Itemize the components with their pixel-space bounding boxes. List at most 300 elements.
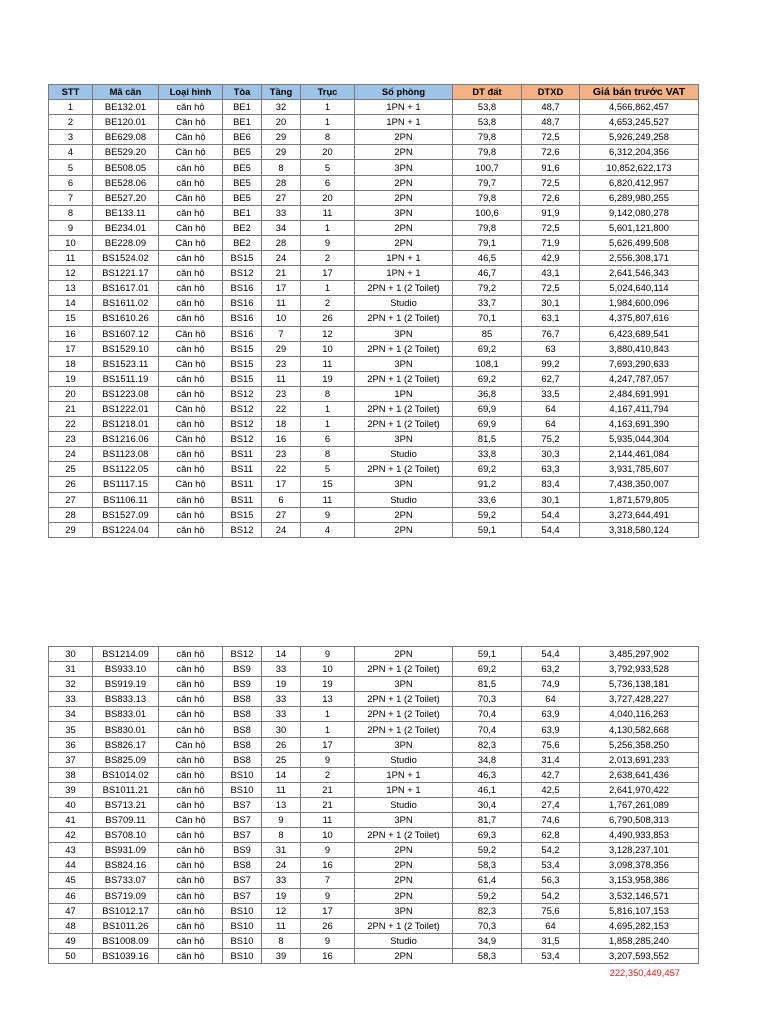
- cell-loai-hinh: căn hộ: [159, 492, 223, 507]
- cell-loai-hinh: Căn hộ: [159, 190, 223, 205]
- cell-truc: 11: [301, 205, 355, 220]
- cell-gia-ban: 1,767,261,089: [580, 797, 699, 812]
- cell-toa: BS8: [223, 692, 262, 707]
- table-row: [49, 356, 699, 371]
- cell-gia-ban: 2,638,641,436: [580, 767, 699, 782]
- cell-truc: 1: [301, 722, 355, 737]
- cell-truc: 13: [301, 692, 355, 707]
- cell-stt: 38: [49, 767, 93, 782]
- cell-loai-hinh: căn hộ: [159, 722, 223, 737]
- cell-so-phong: 2PN: [355, 190, 453, 205]
- cell-truc: 4: [301, 522, 355, 537]
- table-row: [49, 115, 699, 130]
- cell-truc: 21: [301, 797, 355, 812]
- cell-dt-dat: 53,8: [453, 100, 522, 115]
- cell-ma-can: BS1607.12: [93, 326, 159, 341]
- cell-gia-ban: 7,438,350,007: [580, 477, 699, 492]
- cell-so-phong: 3PN: [355, 160, 453, 175]
- cell-gia-ban: 1,871,579,805: [580, 492, 699, 507]
- cell-tang: 12: [262, 903, 301, 918]
- cell-toa: BE5: [223, 160, 262, 175]
- cell-ma-can: BS1216.06: [93, 432, 159, 447]
- cell-dtxd: 42,7: [522, 767, 580, 782]
- cell-stt: 14: [49, 296, 93, 311]
- cell-dt-dat: 46,3: [453, 767, 522, 782]
- table-row: [49, 903, 699, 918]
- cell-toa: BS12: [223, 401, 262, 416]
- cell-dt-dat: 79,8: [453, 220, 522, 235]
- table-row: [49, 737, 699, 752]
- cell-ma-can: BS1122.05: [93, 462, 159, 477]
- cell-so-phong: 2PN + 1 (2 Toilet): [355, 692, 453, 707]
- cell-tang: 19: [262, 888, 301, 903]
- cell-dt-dat: 70,4: [453, 707, 522, 722]
- cell-toa: BE2: [223, 235, 262, 250]
- cell-ma-can: BS1106.11: [93, 492, 159, 507]
- cell-stt: 33: [49, 692, 93, 707]
- cell-gia-ban: 1,984,600,096: [580, 296, 699, 311]
- cell-so-phong: Studio: [355, 296, 453, 311]
- cell-ma-can: BS824.16: [93, 858, 159, 873]
- cell-loai-hinh: căn hộ: [159, 647, 223, 662]
- cell-tang: 22: [262, 401, 301, 416]
- cell-dt-dat: 108,1: [453, 356, 522, 371]
- cell-ma-can: BS1123.08: [93, 447, 159, 462]
- cell-stt: 28: [49, 507, 93, 522]
- table-row: [49, 432, 699, 447]
- cell-ma-can: BE529.20: [93, 145, 159, 160]
- cell-dtxd: 74,9: [522, 677, 580, 692]
- cell-truc: 17: [301, 737, 355, 752]
- price-table-part-1: [48, 84, 699, 538]
- cell-loai-hinh: căn hộ: [159, 160, 223, 175]
- cell-loai-hinh: Căn hộ: [159, 145, 223, 160]
- cell-dtxd: 99,2: [522, 356, 580, 371]
- cell-truc: 17: [301, 903, 355, 918]
- cell-dtxd: 72,5: [522, 175, 580, 190]
- cell-dtxd: 31,4: [522, 752, 580, 767]
- cell-gia-ban: 10,852,622,173: [580, 160, 699, 175]
- cell-so-phong: 2PN: [355, 130, 453, 145]
- cell-dtxd: 31,5: [522, 933, 580, 948]
- cell-dt-dat: 70,4: [453, 722, 522, 737]
- cell-toa: BS16: [223, 296, 262, 311]
- cell-stt: 7: [49, 190, 93, 205]
- cell-tang: 33: [262, 205, 301, 220]
- cell-truc: 26: [301, 311, 355, 326]
- cell-ma-can: BS919.19: [93, 677, 159, 692]
- cell-truc: 15: [301, 477, 355, 492]
- cell-loai-hinh: Căn hộ: [159, 432, 223, 447]
- cell-dt-dat: 69,3: [453, 828, 522, 843]
- cell-dtxd: 54,4: [522, 647, 580, 662]
- cell-stt: 48: [49, 918, 93, 933]
- cell-so-phong: 2PN + 1 (2 Toilet): [355, 918, 453, 933]
- cell-ma-can: BS833.13: [93, 692, 159, 707]
- cell-gia-ban: 5,816,107,153: [580, 903, 699, 918]
- cell-toa: BS16: [223, 311, 262, 326]
- table-body-1: [49, 100, 699, 538]
- cell-toa: BS8: [223, 737, 262, 752]
- cell-truc: 2: [301, 251, 355, 266]
- cell-toa: BS15: [223, 507, 262, 522]
- table-row: [49, 888, 699, 903]
- cell-tang: 11: [262, 371, 301, 386]
- cell-toa: BS15: [223, 251, 262, 266]
- cell-tang: 14: [262, 767, 301, 782]
- cell-toa: BS12: [223, 386, 262, 401]
- cell-toa: BE6: [223, 130, 262, 145]
- cell-dt-dat: 82,3: [453, 903, 522, 918]
- cell-loai-hinh: Căn hộ: [159, 326, 223, 341]
- cell-stt: 16: [49, 326, 93, 341]
- cell-loai-hinh: căn hộ: [159, 341, 223, 356]
- cell-stt: 15: [49, 311, 93, 326]
- cell-dt-dat: 59,2: [453, 507, 522, 522]
- cell-gia-ban: 5,601,121,800: [580, 220, 699, 235]
- cell-truc: 2: [301, 767, 355, 782]
- cell-stt: 44: [49, 858, 93, 873]
- cell-stt: 46: [49, 888, 93, 903]
- table-row: [49, 205, 699, 220]
- price-table-part-2: [48, 646, 699, 964]
- cell-gia-ban: 2,484,691,991: [580, 386, 699, 401]
- cell-dtxd: 63: [522, 341, 580, 356]
- cell-truc: 6: [301, 175, 355, 190]
- cell-truc: 2: [301, 296, 355, 311]
- table-row: [49, 190, 699, 205]
- cell-so-phong: 3PN: [355, 813, 453, 828]
- cell-ma-can: BS1214.09: [93, 647, 159, 662]
- cell-ma-can: BS1221.17: [93, 266, 159, 281]
- cell-gia-ban: 6,289,980,255: [580, 190, 699, 205]
- cell-dt-dat: 82,3: [453, 737, 522, 752]
- cell-dtxd: 74,6: [522, 813, 580, 828]
- cell-dtxd: 64: [522, 692, 580, 707]
- cell-truc: 16: [301, 858, 355, 873]
- cell-dt-dat: 33,6: [453, 492, 522, 507]
- cell-toa: BS16: [223, 326, 262, 341]
- cell-gia-ban: 5,256,358,250: [580, 737, 699, 752]
- cell-stt: 17: [49, 341, 93, 356]
- header-gia-ban: Giá bán trước VAT: [580, 85, 699, 100]
- cell-ma-can: BS1008.09: [93, 933, 159, 948]
- cell-loai-hinh: căn hộ: [159, 281, 223, 296]
- cell-dt-dat: 79,8: [453, 190, 522, 205]
- cell-ma-can: BE528.06: [93, 175, 159, 190]
- cell-gia-ban: 4,130,582,668: [580, 722, 699, 737]
- cell-loai-hinh: Căn hộ: [159, 115, 223, 130]
- cell-stt: 29: [49, 522, 93, 537]
- cell-dt-dat: 79,7: [453, 175, 522, 190]
- cell-gia-ban: 4,247,787,057: [580, 371, 699, 386]
- cell-tang: 30: [262, 722, 301, 737]
- table-row: [49, 341, 699, 356]
- cell-stt: 36: [49, 737, 93, 752]
- table-row: [49, 782, 699, 797]
- cell-stt: 49: [49, 933, 93, 948]
- cell-so-phong: 3PN: [355, 477, 453, 492]
- cell-tang: 25: [262, 752, 301, 767]
- cell-stt: 2: [49, 115, 93, 130]
- cell-toa: BS12: [223, 522, 262, 537]
- cell-tang: 17: [262, 281, 301, 296]
- cell-so-phong: 1PN + 1: [355, 782, 453, 797]
- cell-gia-ban: 3,318,580,124: [580, 522, 699, 537]
- cell-stt: 34: [49, 707, 93, 722]
- cell-dtxd: 63,9: [522, 707, 580, 722]
- cell-dtxd: 63,9: [522, 722, 580, 737]
- cell-gia-ban: 7,693,290,633: [580, 356, 699, 371]
- cell-dt-dat: 61,4: [453, 873, 522, 888]
- cell-loai-hinh: căn hộ: [159, 205, 223, 220]
- cell-ma-can: BE132.01: [93, 100, 159, 115]
- cell-truc: 10: [301, 828, 355, 843]
- cell-toa: BE2: [223, 220, 262, 235]
- cell-so-phong: 2PN + 1 (2 Toilet): [355, 417, 453, 432]
- cell-toa: BS12: [223, 266, 262, 281]
- cell-loai-hinh: căn hộ: [159, 933, 223, 948]
- cell-ma-can: BS1523.11: [93, 356, 159, 371]
- cell-loai-hinh: căn hộ: [159, 447, 223, 462]
- cell-dtxd: 33,5: [522, 386, 580, 401]
- cell-tang: 28: [262, 235, 301, 250]
- header-dtxd: DTXD: [522, 85, 580, 100]
- cell-dt-dat: 85: [453, 326, 522, 341]
- cell-toa: BS11: [223, 462, 262, 477]
- cell-toa: BS11: [223, 492, 262, 507]
- cell-dtxd: 53,4: [522, 858, 580, 873]
- cell-dt-dat: 33,7: [453, 296, 522, 311]
- cell-stt: 12: [49, 266, 93, 281]
- cell-stt: 8: [49, 205, 93, 220]
- cell-gia-ban: 6,820,412,957: [580, 175, 699, 190]
- cell-gia-ban: 3,098,378,356: [580, 858, 699, 873]
- cell-gia-ban: 5,926,249,258: [580, 130, 699, 145]
- cell-so-phong: 1PN + 1: [355, 767, 453, 782]
- cell-gia-ban: 3,532,146,571: [580, 888, 699, 903]
- cell-truc: 19: [301, 371, 355, 386]
- cell-toa: BS7: [223, 873, 262, 888]
- cell-toa: BS11: [223, 447, 262, 462]
- cell-so-phong: 2PN + 1 (2 Toilet): [355, 401, 453, 416]
- table-row: [49, 401, 699, 416]
- cell-dtxd: 54,2: [522, 888, 580, 903]
- cell-so-phong: 2PN: [355, 522, 453, 537]
- cell-ma-can: BS1039.16: [93, 948, 159, 963]
- cell-truc: 1: [301, 115, 355, 130]
- table-row: [49, 220, 699, 235]
- cell-truc: 5: [301, 462, 355, 477]
- cell-stt: 6: [49, 175, 93, 190]
- cell-loai-hinh: Căn hộ: [159, 401, 223, 416]
- table-row: [49, 647, 699, 662]
- cell-truc: 19: [301, 677, 355, 692]
- table-row: [49, 175, 699, 190]
- table-row: [49, 677, 699, 692]
- cell-ma-can: BS833.01: [93, 707, 159, 722]
- cell-so-phong: Studio: [355, 752, 453, 767]
- table-row: [49, 933, 699, 948]
- cell-stt: 11: [49, 251, 93, 266]
- cell-toa: BS10: [223, 903, 262, 918]
- cell-loai-hinh: căn hộ: [159, 707, 223, 722]
- cell-loai-hinh: căn hộ: [159, 858, 223, 873]
- cell-toa: BS9: [223, 662, 262, 677]
- cell-loai-hinh: căn hộ: [159, 311, 223, 326]
- cell-loai-hinh: căn hộ: [159, 371, 223, 386]
- table-row: [49, 813, 699, 828]
- cell-so-phong: 1PN: [355, 386, 453, 401]
- cell-toa: BE1: [223, 205, 262, 220]
- cell-truc: 8: [301, 447, 355, 462]
- cell-dt-dat: 59,2: [453, 843, 522, 858]
- cell-ma-can: BE120.01: [93, 115, 159, 130]
- cell-tang: 27: [262, 190, 301, 205]
- cell-dtxd: 54,4: [522, 507, 580, 522]
- cell-truc: 9: [301, 888, 355, 903]
- cell-stt: 40: [49, 797, 93, 812]
- cell-loai-hinh: căn hộ: [159, 903, 223, 918]
- cell-so-phong: 2PN + 1 (2 Toilet): [355, 371, 453, 386]
- cell-dtxd: 75,6: [522, 737, 580, 752]
- cell-gia-ban: 3,727,428,227: [580, 692, 699, 707]
- cell-loai-hinh: căn hộ: [159, 507, 223, 522]
- cell-dt-dat: 59,2: [453, 888, 522, 903]
- cell-so-phong: Studio: [355, 933, 453, 948]
- cell-gia-ban: 5,626,499,508: [580, 235, 699, 250]
- cell-gia-ban: 9,142,080,278: [580, 205, 699, 220]
- cell-truc: 9: [301, 843, 355, 858]
- cell-tang: 8: [262, 828, 301, 843]
- cell-tang: 23: [262, 447, 301, 462]
- cell-tang: 21: [262, 266, 301, 281]
- table-row: [49, 311, 699, 326]
- header-tang: Tầng: [262, 85, 301, 100]
- cell-tang: 32: [262, 100, 301, 115]
- cell-tang: 24: [262, 858, 301, 873]
- cell-dt-dat: 70,1: [453, 311, 522, 326]
- cell-stt: 24: [49, 447, 93, 462]
- cell-tang: 8: [262, 933, 301, 948]
- cell-truc: 21: [301, 782, 355, 797]
- cell-stt: 10: [49, 235, 93, 250]
- cell-ma-can: BS1012.17: [93, 903, 159, 918]
- cell-gia-ban: 3,931,785,607: [580, 462, 699, 477]
- cell-dt-dat: 58,3: [453, 858, 522, 873]
- cell-loai-hinh: căn hộ: [159, 251, 223, 266]
- cell-tang: 33: [262, 707, 301, 722]
- cell-toa: BS7: [223, 828, 262, 843]
- cell-gia-ban: 4,566,862,457: [580, 100, 699, 115]
- cell-toa: BE1: [223, 100, 262, 115]
- cell-loai-hinh: căn hộ: [159, 752, 223, 767]
- cell-ma-can: BS1011.26: [93, 918, 159, 933]
- cell-gia-ban: 4,167,411,794: [580, 401, 699, 416]
- cell-so-phong: 2PN + 1 (2 Toilet): [355, 722, 453, 737]
- cell-tang: 24: [262, 251, 301, 266]
- cell-truc: 11: [301, 813, 355, 828]
- cell-tang: 27: [262, 507, 301, 522]
- cell-tang: 22: [262, 462, 301, 477]
- cell-toa: BS12: [223, 432, 262, 447]
- cell-tang: 26: [262, 737, 301, 752]
- cell-loai-hinh: Căn hộ: [159, 130, 223, 145]
- cell-ma-can: BE629.08: [93, 130, 159, 145]
- cell-toa: BS7: [223, 888, 262, 903]
- table-row: [49, 386, 699, 401]
- cell-truc: 9: [301, 235, 355, 250]
- table-row: [49, 522, 699, 537]
- cell-so-phong: Studio: [355, 447, 453, 462]
- cell-toa: BS15: [223, 371, 262, 386]
- cell-toa: BS8: [223, 722, 262, 737]
- cell-dtxd: 30,1: [522, 492, 580, 507]
- cell-dt-dat: 81,5: [453, 677, 522, 692]
- cell-stt: 13: [49, 281, 93, 296]
- cell-dt-dat: 36,8: [453, 386, 522, 401]
- cell-gia-ban: 4,375,807,616: [580, 311, 699, 326]
- cell-stt: 18: [49, 356, 93, 371]
- cell-dt-dat: 69,9: [453, 417, 522, 432]
- table-row: [49, 492, 699, 507]
- cell-toa: BS8: [223, 858, 262, 873]
- cell-dtxd: 91,6: [522, 160, 580, 175]
- header-loai-hinh: Loại hình: [159, 85, 223, 100]
- cell-dtxd: 72,5: [522, 281, 580, 296]
- cell-ma-can: BS1224.04: [93, 522, 159, 537]
- cell-truc: 26: [301, 918, 355, 933]
- cell-truc: 1: [301, 417, 355, 432]
- cell-dt-dat: 70,3: [453, 692, 522, 707]
- cell-tang: 17: [262, 477, 301, 492]
- cell-loai-hinh: căn hộ: [159, 662, 223, 677]
- cell-tang: 16: [262, 432, 301, 447]
- cell-so-phong: 1PN + 1: [355, 266, 453, 281]
- cell-truc: 11: [301, 492, 355, 507]
- table-row: [49, 235, 699, 250]
- cell-so-phong: 3PN: [355, 432, 453, 447]
- cell-dt-dat: 69,2: [453, 662, 522, 677]
- cell-dtxd: 72,6: [522, 190, 580, 205]
- table-row: [49, 160, 699, 175]
- cell-toa: BS9: [223, 843, 262, 858]
- cell-ma-can: BS933.10: [93, 662, 159, 677]
- cell-toa: BE5: [223, 190, 262, 205]
- table-row: [49, 462, 699, 477]
- cell-dt-dat: 100,6: [453, 205, 522, 220]
- cell-tang: 9: [262, 813, 301, 828]
- cell-tang: 24: [262, 522, 301, 537]
- table-row: [49, 828, 699, 843]
- cell-dtxd: 42,5: [522, 782, 580, 797]
- cell-gia-ban: 3,128,237,101: [580, 843, 699, 858]
- cell-gia-ban: 5,024,640,114: [580, 281, 699, 296]
- cell-stt: 1: [49, 100, 93, 115]
- cell-ma-can: BS1218.01: [93, 417, 159, 432]
- cell-so-phong: 2PN: [355, 888, 453, 903]
- table-row: [49, 447, 699, 462]
- cell-stt: 19: [49, 371, 93, 386]
- cell-loai-hinh: căn hộ: [159, 767, 223, 782]
- cell-tang: 39: [262, 948, 301, 963]
- cell-dtxd: 72,5: [522, 220, 580, 235]
- cell-stt: 22: [49, 417, 93, 432]
- cell-ma-can: BS1611.02: [93, 296, 159, 311]
- cell-gia-ban: 5,935,044,304: [580, 432, 699, 447]
- cell-dtxd: 64: [522, 417, 580, 432]
- cell-dtxd: 48,7: [522, 115, 580, 130]
